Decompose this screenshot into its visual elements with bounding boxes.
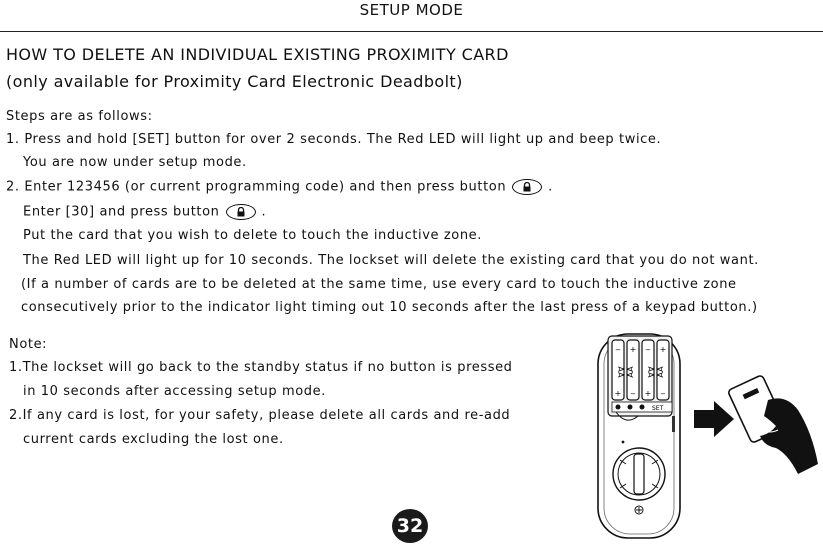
svg-text:+: + [644, 389, 652, 398]
svg-text:+: + [659, 345, 667, 354]
lock-button-icon [512, 179, 542, 195]
step-2-line-1-end: . [548, 179, 553, 195]
step-2-line-5: (If a number of cards are to be deleted at the same time, use every card to touch the inductive zone [21, 277, 737, 292]
svg-text:−: − [615, 346, 621, 354]
step-2-line-3: Put the card that you wish to delete to touch the inductive zone. [23, 228, 482, 243]
section-subtitle: (only available for Proximity Card Electronic Deadbolt) [6, 72, 463, 91]
step-1-line-2: You are now under setup mode. [23, 155, 247, 170]
header-rule [0, 31, 823, 32]
svg-text:−: − [630, 390, 636, 398]
svg-text:−: − [645, 346, 651, 354]
step-2-line-2-text: Enter [30] and press button [23, 204, 220, 220]
svg-text:+: + [629, 345, 637, 354]
note-heading: Note: [9, 337, 48, 352]
step-2-line-2-end: . [261, 204, 267, 220]
battery-label: AA [646, 366, 655, 378]
lock-button-icon [226, 204, 256, 220]
note-1-line-1: 1.The lockset will go back to the standby status if no button is pressed [9, 360, 513, 375]
steps-intro: Steps are as follows: [6, 109, 153, 124]
hand-holding-card-icon [728, 375, 818, 474]
section-title: HOW TO DELETE AN INDIVIDUAL EXISTING PROXIMITY CARD [6, 45, 509, 64]
page-number-badge: 32 [392, 509, 428, 543]
battery-label: AA [626, 366, 635, 378]
note-2-line-1: 2.If any card is lost, for your safety, please delete all cards and re-add [9, 408, 511, 423]
note-1-line-2: in 10 seconds after accessing setup mode. [23, 384, 326, 399]
step-1-line-1: 1. Press and hold [SET] button for over 2 seconds. The Red LED will light up and beep twice. [6, 132, 662, 147]
step-2-line-1-text: 2. Enter 123456 (or current programming code) and then press button [6, 179, 507, 195]
page-header: SETUP MODE [359, 1, 464, 19]
battery-label: AA [656, 366, 665, 378]
note-2-line-2: current cards excluding the lost one. [23, 432, 284, 447]
step-2-line-4: The Red LED will light up for 10 seconds. The lockset will delete the existing card that you do not want. [23, 253, 759, 268]
step-2-line-1 [6, 179, 553, 196]
svg-text:+: + [614, 389, 622, 398]
step-2-line-2 [23, 204, 266, 221]
step-2-line-6: consecutively prior to the indicator light timing out 10 seconds after the last press of a keypad button.) [21, 300, 758, 315]
right-arrow-icon [694, 401, 734, 437]
set-label: SET [652, 405, 664, 412]
svg-text:−: − [660, 390, 666, 398]
lock-card-illustration [590, 330, 820, 540]
battery-label: AA [616, 366, 625, 378]
